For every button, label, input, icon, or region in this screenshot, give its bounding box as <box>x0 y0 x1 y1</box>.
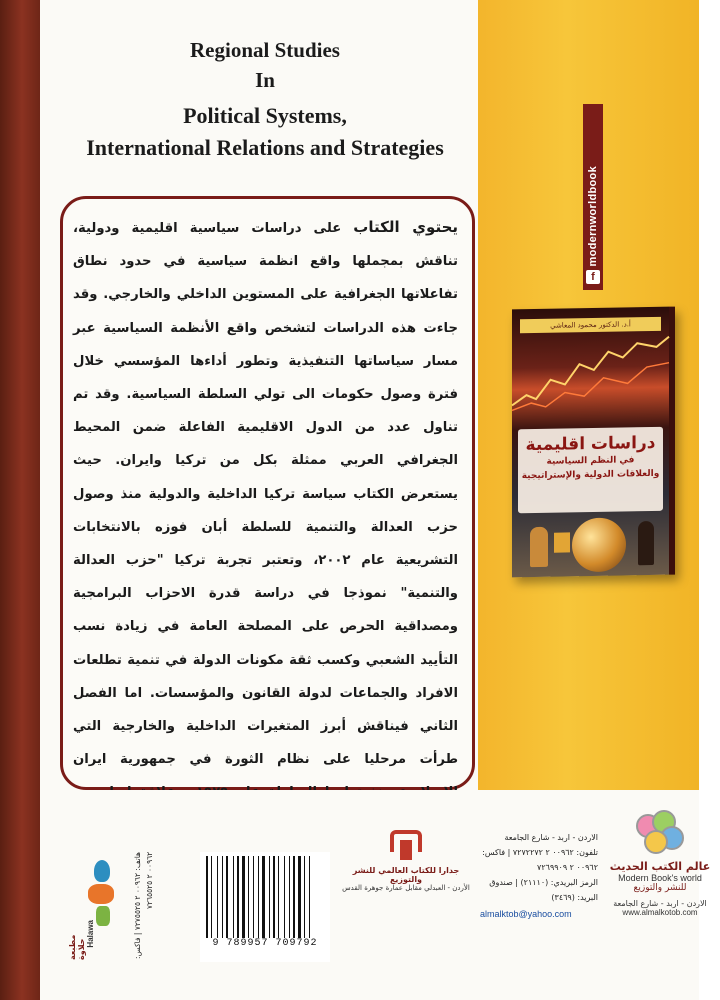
barcode-bar <box>209 856 210 938</box>
book-title: دراسات اقليمية <box>525 432 656 456</box>
chess-piece-graphic <box>638 521 654 565</box>
badge-graphic <box>554 532 570 552</box>
barcode-bar <box>240 856 241 938</box>
book-title-box <box>518 427 663 514</box>
printer-name-en: Halawa <box>86 920 95 948</box>
description-text <box>73 211 458 775</box>
publisher-subtitle: للنشر والتوزيع <box>633 883 687 893</box>
barcode-bar <box>309 856 310 938</box>
barcode-bar <box>248 856 249 938</box>
book-author: أ.د. الدكتور محمود المعاشي <box>520 317 661 333</box>
globe-graphic <box>572 517 626 572</box>
distributor-logo-icon <box>386 826 426 862</box>
brand-bar <box>583 104 603 290</box>
stock-chart-graphic <box>512 333 669 416</box>
contact-postal: الرمز البريدي: (٢١١١٠) | صندوق البريد: (٣٤٦٩) <box>489 878 598 902</box>
barcode-bar <box>258 856 259 938</box>
barcode-bar <box>213 856 216 938</box>
book-subtitle-2: والعلاقات الدولية والإستراتيجية <box>521 468 660 482</box>
contact-email: almalktob@yahoo.com <box>480 909 572 919</box>
distributor-address: الأردن - العبدلي مقابل عمارة جوهرة القدس <box>342 884 470 892</box>
barcode-bar <box>311 856 313 938</box>
english-title-line-1: Regional Studies <box>190 38 340 62</box>
publisher-address: الاردن - اربد - شارع الجامعة <box>613 899 707 908</box>
barcode-bar <box>206 856 208 938</box>
english-title-line-3: Political Systems, <box>183 103 347 128</box>
barcode-bar <box>276 856 277 938</box>
barcode <box>200 852 330 962</box>
barcode-bar <box>250 856 252 938</box>
barcode-bar <box>260 856 261 938</box>
footer <box>40 790 711 1000</box>
english-title-line-2: In <box>255 68 275 92</box>
barcode-bar <box>255 856 257 938</box>
english-title <box>60 36 470 162</box>
book-cover-image <box>512 307 675 578</box>
barcode-bar <box>284 856 285 938</box>
barcode-bar <box>302 856 303 938</box>
barcode-bar <box>296 856 297 938</box>
barcode-bar <box>219 856 221 938</box>
barcode-bar <box>224 856 225 938</box>
barcode-bars <box>200 852 330 938</box>
barcode-bar <box>229 856 232 938</box>
barcode-bar <box>253 856 254 938</box>
barcode-bar <box>286 856 288 938</box>
barcode-bar <box>306 856 308 938</box>
publisher-name-en: Modern Book's world <box>618 873 702 883</box>
facebook-icon: f <box>586 270 600 284</box>
book-subtitle-1: في النظم السياسية <box>546 455 635 467</box>
publisher-website: www.almalkotob.com <box>622 908 698 917</box>
barcode-bar <box>246 856 247 938</box>
publisher-logo-block <box>600 810 720 950</box>
contact-address: الاردن - اربد - شارع الجامعة <box>504 833 598 842</box>
barcode-bar <box>262 856 265 938</box>
distributor-name: جدارا للكتاب العالمي للنشر والتوزيع <box>352 866 460 884</box>
description-lead: يحتوي الكتاب <box>353 218 459 236</box>
barcode-bar <box>271 856 272 938</box>
publisher-name-ar: عالم الكتب الحديث <box>609 860 711 873</box>
contact-block <box>480 830 598 922</box>
brand-handle: modernworldbook <box>587 165 599 266</box>
barcode-bar <box>304 856 305 938</box>
barcode-bar <box>289 856 290 938</box>
barcode-bar <box>266 856 268 938</box>
printer-name-ar: مطبعة حلاوة <box>68 934 86 960</box>
barcode-bar <box>235 856 236 938</box>
printer-logo-block <box>68 850 188 960</box>
description-box <box>60 196 475 790</box>
barcode-bar <box>242 856 245 938</box>
distributor-block <box>336 826 476 892</box>
barcode-bar <box>298 856 301 938</box>
description-body: على دراسات سياسية اقليمية ودولية، تناقش بمجملها واقع انظمة سياسية في حدود نطاق تفاعلاتها الجغرافية على المستوين الداخلي والخارجي. وقد جاءت هذه الدراسات لتشخص واقع الأنظمة السياسية عبر مسار سياساتها التنفيذية وتطور أداءها المؤسسي خلال فترة وصول حكومات الى تولي السلطة السياسية. وقد تم تناول عدد من الدول الاقليمية الفاعلة ضمن المحيط الجغرافي العربي ممثلة بكل من تركيا وايران. حيث يستعرض الكتاب سياسة تركيا الداخلية والدولية منذ وصول حزب العدالة والتنمية للسلطة أبان فوزه بالانتخابات التشريعية عام ٢٠٠٢، وتعتبر تجربة تركيا "حزب العدالة والتنمية" نموذجا في دراسة قدرة الاحزاب البرامجية ومصداقية الحرص على المصلحة العامة في زيادة نسب التأييد الشعبي وكسب ثقة مكونات الدولة في تنمية تطلعات الافراد والجماعات لدولة القانون والمؤسسات. اما الفصل الثاني فيناقش أبرز المتغيرات الداخلية والخارجية التي طرأت مرحليا على نظام الثورة في جمهورية ايران <box>73 221 459 768</box>
barcode-bar <box>280 856 283 938</box>
barcode-bar <box>211 856 212 938</box>
barcode-bar <box>226 856 228 938</box>
chess-piece-graphic <box>530 527 548 567</box>
barcode-bar <box>237 856 239 938</box>
contact-phone: تلفون: ٠٠٩٦٢ ٢ ٧٢٧٢٢٧٢ | فاكس: ٠٠٩٦٢ ٢ ٧٢٦٩٩٠٩ <box>482 848 598 872</box>
barcode-bar <box>291 856 292 938</box>
barcode-bar <box>217 856 218 938</box>
barcode-bar <box>273 856 275 938</box>
barcode-bar <box>269 856 270 938</box>
english-title-line-4: International Relations and Strategies <box>86 135 444 160</box>
barcode-bar <box>222 856 223 938</box>
printer-phones: هاتف: ٠٠٩٦٢ ٢ ٧٢٧٥٥٢٥ | فاكس: ٠٠٩٦٢ ٢ ٧٢٦٥٥٢٥ <box>133 852 154 960</box>
publisher-logo-icon <box>630 810 690 860</box>
barcode-bar <box>233 856 234 938</box>
barcode-bar <box>278 856 279 938</box>
barcode-bar <box>293 856 295 938</box>
spine-stripe <box>0 0 40 1000</box>
isbn-number: 9 789957 709792 <box>212 938 318 949</box>
